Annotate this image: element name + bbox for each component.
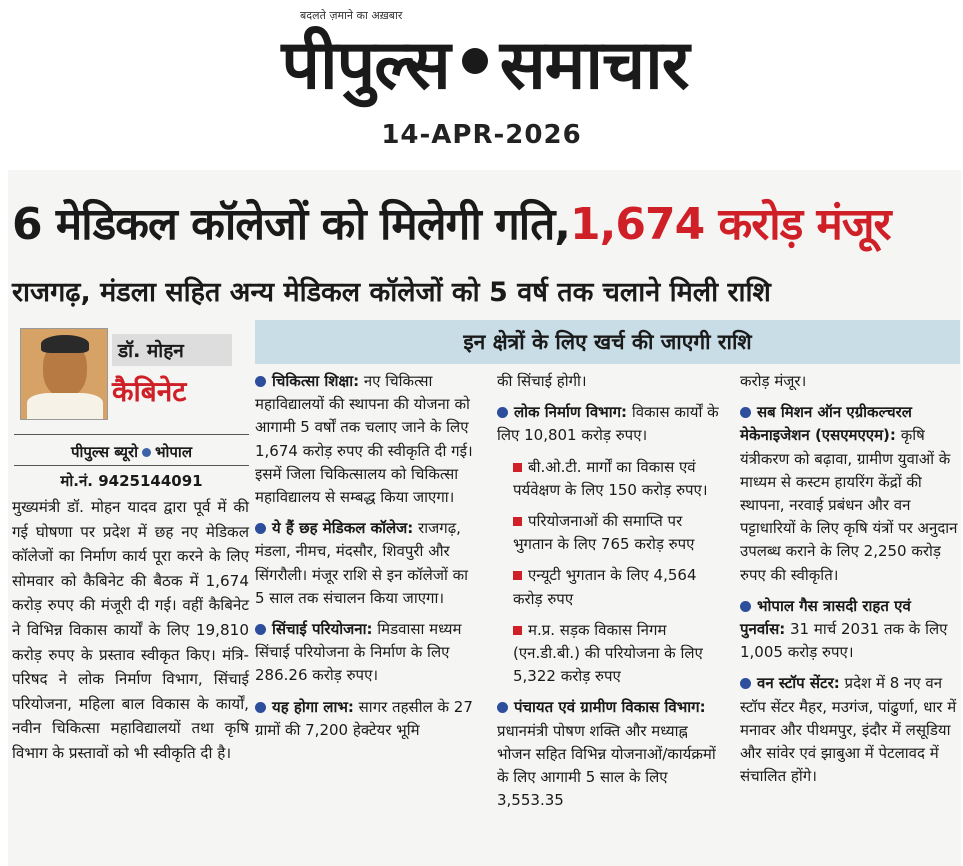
list-item: परियोजनाओं की समाप्ति पर भुगतान के लिए 765 करोड़ रुपए bbox=[513, 512, 695, 554]
square-bullet-icon bbox=[513, 571, 522, 580]
continued-text: की सिंचाई होगी। bbox=[497, 372, 587, 390]
bullet-icon bbox=[255, 624, 266, 635]
square-bullet-icon bbox=[513, 517, 522, 526]
bullet-icon bbox=[142, 448, 151, 457]
bullet-icon bbox=[255, 523, 266, 534]
bullet-icon bbox=[497, 702, 508, 713]
bullet-icon bbox=[255, 376, 266, 387]
divider bbox=[14, 465, 249, 466]
cabinet-label: कैबिनेट bbox=[112, 375, 187, 408]
intro-paragraph: मुख्यमंत्री डॉ. मोहन यादव द्वारा पूर्व में की गई घोषणा पर प्रदेश में छह नए मेडिकल कॉलेजों का निर्माण कार्य पूरा करने के लिए सोमवार को कैबिनेट की बैठक में 1,674 करोड़ रुपए की मंजूरी दी गई। वहीं कैबिनेट ने विभिन्न विकास कार्यों के लिए 19,810 करोड़ रुपए के प्रस्ताव स्वीकृत किए। मंत्रि-परिषद ने लोक निर्माण विभाग, सिंचाई परियोजना, महिला बाल विकास के कार्यों, नवीन चिकित्सा महाविद्यालयों तथा कृषि विभाग के प्रस्तावों को भी स्वीकृति दी है। bbox=[12, 498, 249, 762]
subheadline: राजगढ़, मंडला सहित अन्य मेडिकल कॉलेजों को 5 वर्ष तक चलाने मिली राशि bbox=[12, 277, 771, 308]
square-bullet-icon bbox=[513, 463, 522, 472]
list-item: बी.ओ.टी. मार्गों का विकास एवं पर्यवेक्षण के लिए 150 करोड़ रुपए। bbox=[513, 457, 708, 499]
column-4: करोड़ मंजूर। सब मिशन ऑन एग्रीकल्चरल मेकेनाइजेशन (एसएमएएम): कृषि यंत्रीकरण को बढ़ावा, ग्रामीण युवाओं के माध्यम से कस्टम हायरिंग केंद्रों की स्थापना, नरवाई प्रबंधन और वन पट्टाधारियों के लिए कृषि यंत्रों पर अनुदान उपलब्ध कराने के लिए 2,250 करोड़ रुपए की स्वीकृति। भोपाल गैस त्रासदी राहत एवं पुनर्वास: 31 मार्च 2031 तक के लिए 1,005 करोड़ रुपए। वन स्टॉप सेंटर: प्रदेश में 8 नए वन स्टॉप सेंटर मैहर, मउगंज, पांढुर्णा, धार में मनावर और पीथमपुर, इंदौर में लसूडिया और सांवेर एवं झाबुआ में पेटलावद में संचालित होंगे। bbox=[740, 370, 960, 796]
logo-right: समाचार bbox=[499, 24, 689, 105]
headline-part2: 1,674 करोड़ मंजूर bbox=[570, 199, 891, 250]
bullet-icon bbox=[740, 407, 751, 418]
list-item: एन्यूटी भुगतान के लिए 4,564 करोड़ रुपए bbox=[513, 566, 697, 608]
minister-photo bbox=[20, 328, 108, 420]
byline-name: डॉ. मोहन bbox=[112, 334, 232, 366]
bullet-icon bbox=[740, 678, 751, 689]
logo-emblem-icon bbox=[462, 48, 488, 74]
headline bbox=[12, 192, 957, 252]
bureau-line: पीपुल्स ब्यूरो भोपाल bbox=[71, 443, 192, 461]
newspaper-logo bbox=[200, 16, 770, 106]
phone-number: मो.नं. 9425144091 bbox=[60, 472, 203, 490]
list-item: म.प्र. सड़क विकास निगम (एन.डी.बी.) की परियोजना के लिए 5,322 करोड़ रुपए bbox=[513, 620, 703, 686]
headline-part1: 6 मेडिकल कॉलेजों को मिलेगी गति, bbox=[12, 199, 571, 250]
continued-text: करोड़ मंजूर। bbox=[740, 372, 807, 390]
bullet-icon bbox=[740, 601, 751, 612]
tagline: बदलते ज़माने का अख़बार bbox=[300, 9, 403, 22]
masthead bbox=[0, 0, 963, 112]
divider bbox=[14, 434, 249, 435]
publication-date: 14-APR-2026 bbox=[381, 120, 582, 150]
section-band: इन क्षेत्रों के लिए खर्च की जाएगी राशि bbox=[255, 320, 960, 364]
square-bullet-icon bbox=[513, 626, 522, 635]
bullet-icon bbox=[255, 702, 266, 713]
column-3: की सिंचाई होगी। लोक निर्माण विभाग: विकास कार्यों के लिए 10,801 करोड़ रुपए। बी.ओ.टी. मार्गों का विकास एवं पर्यवेक्षण के लिए 150 करोड़ रुपए। परियोजनाओं की समाप्ति पर भुगतान के लिए 765 करोड़ रुपए एन्यूटी भुगतान के लिए 4,564 करोड़ रुपए म.प्र. सड़क विकास निगम (एन.डी.बी.) की परियोजना के लिए 5,322 करोड़ रुपए पंचायत एवं ग्रामीण विकास विभाग: प्रधानमंत्री पोषण शक्ति और मध्याह्न भोजन सहित विभिन्न योजनाओं/कार्यक्रमों के लिए आगामी 5 साल के लिए 3,553.35 bbox=[497, 370, 722, 820]
bullet-icon bbox=[497, 407, 508, 418]
logo-left: पीपुल्स bbox=[281, 24, 450, 105]
column-2: चिकित्सा शिक्षा: नए चिकित्सा महाविद्यालयों की स्थापना की योजना को आगामी 5 वर्षों तक चलाए जाने के लिए 1,674 करोड़ रुपए की स्वीकृति दी गई। इसमें जिला चिकित्सालय को चिकित्सा महाविद्यालय से सम्बद्ध किया जाएगा। ये हैं छह मेडिकल कॉलेज: राजगढ़, मंडला, नीमच, मंदसौर, शिवपुरी और सिंगरौली। मंजूर राशि से इन कॉलेजों का 5 साल तक संचालन किया जाएगा। सिंचाई परियोजना: मिडवासा मध्यम सिंचाई परियोजना के निर्माण के लिए 286.26 करोड़ रुपए। यह होगा लाभ: सागर तहसील के 27 ग्रामों की 7,200 हेक्टेयर भूमि bbox=[255, 372, 473, 739]
